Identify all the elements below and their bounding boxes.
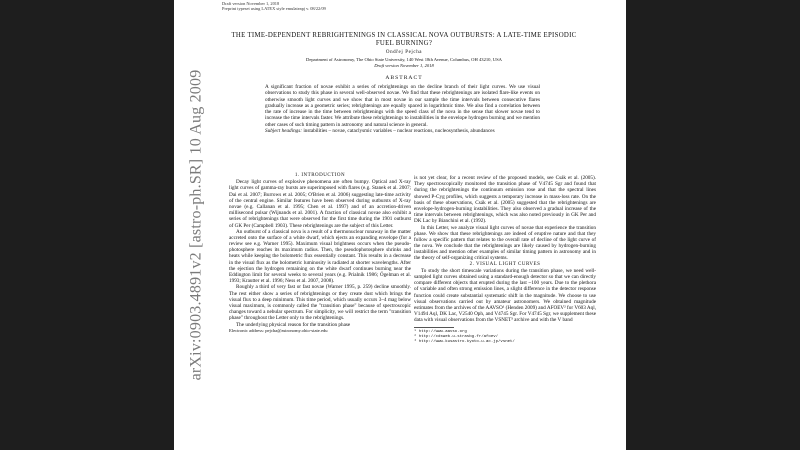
paragraph: In this Letter, we analyze visual light curves of novae that experience the transition phase. We show that these rebrightenings are indeed of eruptive nature and that they follow a specific pattern that relates to the overall rate of decline of the light curve of the nova. We conclude that the rebrightenings are likely caused by hydrogen-burning instabilities and mention other examples of similar timing pattern in astronomy and in the theory of self-organizing critical systems. [414, 224, 596, 262]
section-heading-introduction: 1. INTRODUCTION [294, 173, 346, 178]
subject-headings-text: instabilities – novae, cataclysmic variables – nuclear reactions, nucleosynthesis, abundances [302, 127, 495, 134]
draft-date: Draft version November 1, 2018 [374, 63, 434, 68]
paragraph: An outburst of a classical nova is a result of a thermonuclear runaway in the matter accreted onto the surface of a white dwarf, which ejects an expanding envelope (for a review see e.g. Warner 1995). Maximum visual brightness occurs when the pseudo-photosphere reaches its maximum radius. Then, the pseudophotosphere shrinks and heats while keeping the bolometric flux essentially constant. This results in a decrease in the visual flux as the bolometric luminosity is radiated at shorter wavelengths. After the ejection the hydrogen remaining on the white dwarf continues burning near the Eddington limit for several weeks to several years (e.g. Prialnik 1986; Ögelman et al. 1993; Krautter et al. 1996; Ness et al. 2007, 2008). [229, 228, 411, 285]
preprint-header [222, 1, 326, 11]
left-column [229, 173, 411, 334]
footnote-aavso[interactable]: ¹ http://www.aavso.org [414, 329, 467, 334]
subject-headings [265, 128, 540, 134]
author-affiliation: Department of Astronomy, The Ohio State University, 140 West 18th Avenue, Columbus, OH 43210, USA [306, 57, 502, 62]
paragraph: Decay light curves of explosive phenomena are often bumpy. Optical and X-ray light curves of gamma-ray bursts are superimposed with flares (e.g. Stanek et al. 2007; Dai et al. 2007; Burrows et al. 2005; O'Brien et al. 2006) suggesting late-time activity of the central engine. Similar features have been observed during outbursts of X-ray novae (e.g. Callanan et al. 1995; Chen et al. 1997) and of an accretion-driven millisecond pulsar (Wijnands et al. 2001). A fraction of classical novae also exhibit a series of rebrightenings that were observed for the first time during the 1901 outburst of GK Per (Campbell 1903). These rebrightenings are the subject of this Letter. [229, 179, 411, 229]
paper-title: THE TIME-DEPENDENT REBRIGHTENINGS IN CLASSICAL NOVA OUTBURSTS: A LATE-TIME EPISODIC FUEL BURNING? [231, 32, 577, 48]
abstract-heading: ABSTRACT [385, 75, 423, 81]
right-column [414, 175, 596, 346]
paragraph: Roughly a third of very fast or fast novae (Warner 1995, p. 259) decline smoothly. The rest either show a series of rebrightenings or they create dust which brings the visual flux to a deep minimum. This time period, which usually occurs 3–4 mag below visual maximum, is commonly called the "transition phase" because of spectroscopic changes toward a nebular spectrum. For simplicity, we will restrict the term "transition phase" throughout the Letter only to the rebrightenings. [229, 284, 411, 322]
footnote-divider [414, 327, 454, 328]
abstract-body [265, 84, 540, 134]
draft-version-line: Draft version November 1, 2018 [222, 1, 280, 6]
preprint-typeset-line: Preprint typeset using LATEX style emulateapj v. 08/22/09 [222, 6, 326, 12]
abstract-text: A significant fraction of novae exhibit a series of rebrightenings on the decline branch of their light curves. We use visual observations to study this phase in several well-observed novae. We find that these rebrightenings are isolated flare-like events on otherwise smooth light curves and we show that in most novae in our sample the time intervals between consecutive flares gradually increase as a geometric series; rebrightenings are equally spaced in logarithmic time. We also find a correlation between the rate of increase in the time between rebrightenings with the speed class of the nova in the sense that slower novae tend to increase the time intervals faster. We attribute these rebrightenings to instabilities in the envelope hydrogen burning and we mention other cases of such timing pattern in astronomy and natural science in general. [265, 84, 540, 128]
arxiv-identifier: arXiv:0903.4891v2 [astro-ph.SR] 10 Aug 2009 [187, 69, 204, 381]
electronic-address: Electronic address: pejcha@astronomy.ohio-state.edu [229, 327, 328, 333]
paragraph: is not yet clear, for a recent review of the proposed models, see Csák et al. (2005). They spectroscopically monitored the transition phase of V4745 Sgr and found that during the rebrightenings the continuum emission rose and that the spectral lines showed P-Cyg profiles, which suggests a temporary increase in mass-loss rate. On the basis of these observations, Csák et al. (2005) suggested that the rebrightenings are envelope-hydrogen-burning instabilities. They also observed a gradual increase of the time intervals between rebrightenings, which was also noted previously in GK Per and DK Lac by Bianchini et al. (1992). [414, 175, 596, 225]
section-heading-visual-light-curves: 2. VISUAL LIGHT CURVES [469, 261, 541, 267]
paragraph: The underlying physical reason for the transition phase [236, 321, 351, 328]
subject-headings-label: Subject headings: [265, 127, 303, 134]
footnote-afoev[interactable]: ² http://cdsweb.u-strasbg.fr/afoev/ [414, 334, 499, 339]
author-name: Ondřej Pejcha [385, 50, 423, 55]
paragraph: To study the short timescale variations during the transition phase, we need well-sampled light curves obtained using a standard-enough detector so that we can directly compare different objects that erupted during the last ~100 years. Due to the plethora of variable and often strong emission lines, a slight difference in the detector response function could create substantial systematic shift in the magnitude. We choose to use visual observations carried out by amateur astronomers. We obtained magnitude estimates from the archives of the AAVSO¹ (Henden 2009) and AFOEV² for V603 Aql, V1494 Aql, DK Lac, V2540 Oph, and V4745 Sgr. For V4745 Sgr, we supplement these data with visual observations from the VSNET³ archive and with the V band [414, 267, 596, 324]
footnote-vsnet[interactable]: ³ http://www.kusastro.kyoto-u.ac.jp/vsnet/ [414, 340, 515, 345]
